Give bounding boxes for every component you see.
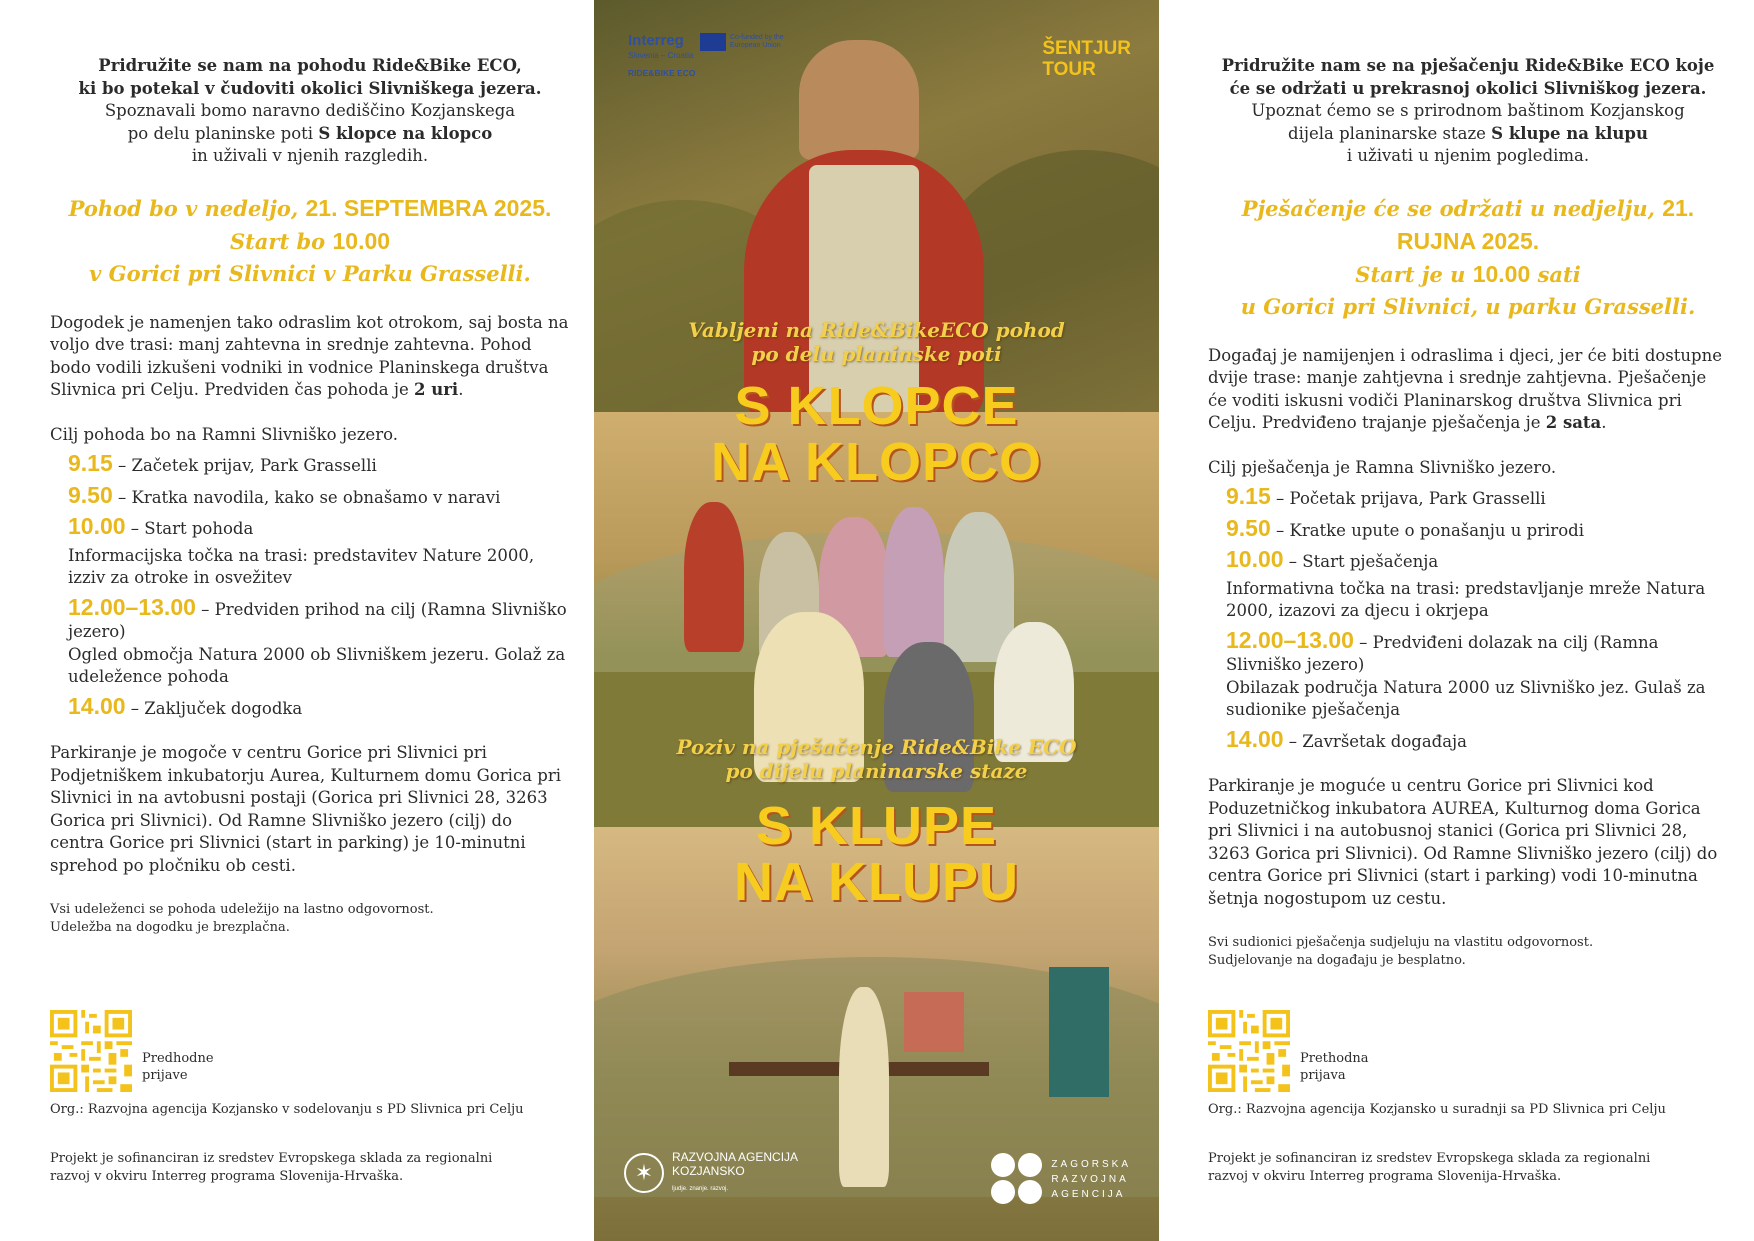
trail-name: S klopce na klopco bbox=[318, 123, 493, 143]
event-date-text: Pohod bo v nedeljo, bbox=[68, 195, 306, 221]
intro-line-1: Upoznat ćemo se s prirodnom baštinom Kozjanskog bbox=[1251, 101, 1685, 120]
event-start bbox=[1208, 258, 1728, 291]
schedule-row bbox=[68, 593, 570, 644]
goal: Cilj pohoda bo na Ramni Slivniško jezero. bbox=[50, 424, 398, 444]
registration bbox=[50, 1010, 214, 1092]
trail-name: S klupe na klupu bbox=[1491, 123, 1648, 143]
intro-line-3: in uživali v njenih razgledih. bbox=[191, 146, 429, 165]
description bbox=[50, 312, 570, 402]
interreg-name: Interreg bbox=[628, 32, 684, 49]
intro-heading-2: će se održati u prekrasnoj okolici Slivniškog jezera. bbox=[1229, 78, 1707, 98]
description-text: Dogodek je namenjen tako odraslim kot otrokom, saj bosta na voljo dve trasi: manj zahtevna in srednje zahtevna. Pohod bodo vodili izkušeni vodniki in vodnice Planinskega društva Slivnica pri Celju. Predviden čas pohoda je bbox=[50, 312, 569, 399]
schedule-text: – Start pohoda bbox=[125, 519, 254, 538]
schedule-row bbox=[1226, 626, 1728, 677]
event-date-value: 21. SEPTEMBRA 2025. bbox=[305, 194, 552, 221]
intro-line-2 bbox=[1208, 123, 1728, 146]
zra-logo-text bbox=[1051, 1157, 1131, 1202]
event-info bbox=[1208, 192, 1728, 323]
towel bbox=[904, 992, 964, 1052]
schedule-text: – Predviden prihod na cilj (Ramna Slivniško jezero) bbox=[68, 599, 567, 641]
schedule-time: 9.50 bbox=[1226, 514, 1271, 541]
disclaimer-responsibility: Svi sudionici pješačenja sudjeluju na vlastitu odgovornost. bbox=[1208, 935, 1594, 950]
event-start-text: Start je u bbox=[1355, 261, 1473, 287]
project-funding-line-2: razvoj v okviru Interreg programa Slovenija-Hrvaška. bbox=[1208, 1169, 1562, 1184]
schedule-row bbox=[1226, 725, 1728, 754]
group-person bbox=[944, 512, 1014, 662]
parking: Parkiranje je mogoče v centru Gorice pri Slivnici pri Podjetniškem inkubatorju Aurea, Kulturnem domu Gorica pri Slivnici in na avtobusni postaji (Gorica pri Slivnici 28, 3263 Gorica pri Slivnici). Od Ramne Slivniško jezero (cilj) do centra Gorice pri Slivnici (start in parking) je 10-minutni sprehod po pločniku ob cesti. bbox=[50, 743, 561, 875]
schedule-time: 9.15 bbox=[68, 450, 113, 476]
description-end: . bbox=[1601, 413, 1607, 432]
event-start-text: Start bo bbox=[229, 228, 333, 254]
disclaimer bbox=[50, 901, 570, 937]
poster-headline-sl-line-1: S KLOPCE bbox=[734, 376, 1019, 436]
sentjur-logo-line-1: ŠENTJUR bbox=[1042, 38, 1131, 59]
eu-cofunded: Co-funded by the European Union bbox=[730, 34, 784, 49]
project-funding-line-1: Projekt je sofinanciran iz sredstev Evropskega sklada za regionalni bbox=[1208, 1151, 1651, 1166]
schedule bbox=[1226, 485, 1728, 753]
intro-heading-1: Pridružite se nam na pohodu Ride&Bike ECO, bbox=[98, 56, 522, 75]
sentjur-logo-line-2: TOUR bbox=[1042, 59, 1096, 80]
schedule-row bbox=[68, 692, 570, 721]
star-icon: ✶ bbox=[624, 1153, 664, 1193]
schedule-row bbox=[1226, 548, 1728, 574]
intro bbox=[1208, 55, 1728, 168]
duration: 2 sata bbox=[1545, 413, 1602, 432]
group-person bbox=[684, 502, 744, 652]
schedule-text: – Predviđeni dolazak na cilj (Ramna Slivniško jezero) bbox=[1226, 632, 1659, 674]
event-location: v Gorici pri Slivnici v Parku Grasselli. bbox=[89, 260, 531, 286]
zra-logo-line-1: ZAGORSKA bbox=[1051, 1158, 1131, 1170]
circles-icon bbox=[991, 1153, 1043, 1205]
info-point: Informacijska točka na trasi: predstavitev Nature 2000, izziv za otroke in osvežitev bbox=[68, 545, 535, 587]
poster-headline-sl bbox=[594, 378, 1159, 490]
registration bbox=[1208, 1010, 1369, 1092]
interreg-project: RIDE&BIKE ECO bbox=[628, 68, 696, 78]
disclaimer-free: Udeležba na dogodku je brezplačna. bbox=[50, 920, 290, 935]
event-date bbox=[1208, 192, 1728, 258]
event-date-value: 21. RUJNA 2025. bbox=[1396, 194, 1695, 254]
intro bbox=[50, 55, 570, 168]
schedule-text: – Početak prijava, Park Grasselli bbox=[1270, 489, 1546, 508]
rak-logo bbox=[624, 1150, 798, 1196]
info-point: Informativna točka na trasi: predstavljanje mreže Natura 2000, izazovi za djecu i okrjepa bbox=[1226, 578, 1706, 620]
left-column-slovenian bbox=[50, 0, 570, 1241]
poster-headline-hr bbox=[594, 798, 1159, 910]
event-location: u Gorici pri Slivnici, u parku Grasselli. bbox=[1240, 293, 1696, 319]
zra-logo-line-2: RAZVOJNA bbox=[1051, 1173, 1129, 1185]
schedule bbox=[68, 452, 570, 720]
event-start-suffix: sati bbox=[1530, 261, 1581, 287]
disclaimer-responsibility: Vsi udeleženci se pohoda udeležijo na lastno odgovornost. bbox=[50, 902, 434, 917]
project-funding-line-2: razvoj v okviru Interreg programa Slovenija-Hrvaška. bbox=[50, 1169, 404, 1184]
poster-invite-hr bbox=[594, 735, 1159, 783]
group-person bbox=[884, 507, 944, 657]
event-info bbox=[50, 192, 570, 290]
event-start bbox=[50, 225, 570, 258]
schedule-text: – Zaključek dogodka bbox=[125, 698, 303, 718]
zra-logo-line-3: AGENCIJA bbox=[1051, 1188, 1126, 1200]
trail-sign bbox=[1049, 967, 1109, 1097]
sentjur-tour-logo bbox=[1042, 38, 1131, 80]
poster bbox=[594, 0, 1159, 1241]
right-column-croatian bbox=[1208, 0, 1728, 1241]
poster-invite-sl-line-1: Vabljeni na Ride&BikeECO pohod bbox=[688, 318, 1065, 342]
qr-label-line-2: prijava bbox=[1300, 1068, 1346, 1083]
hiker-head bbox=[799, 40, 919, 160]
bench-person bbox=[839, 987, 889, 1187]
duration: 2 uri bbox=[414, 380, 459, 399]
project-funding bbox=[50, 1150, 492, 1186]
qr-code-icon[interactable] bbox=[50, 1010, 132, 1092]
interreg-sub: Slovenia – Croatia bbox=[628, 51, 694, 60]
intro-heading-1: Pridružite nam se na pješačenju Ride&Bike ECO koje bbox=[1221, 56, 1715, 75]
intro-line-3: i uživati u njenim pogledima. bbox=[1346, 146, 1590, 165]
disclaimer bbox=[1208, 934, 1728, 970]
schedule-text: – Start pješačenja bbox=[1283, 552, 1439, 571]
schedule-time: 12.00–13.00 bbox=[68, 593, 196, 620]
poster-headline-sl-line-2: NA KLOPCO bbox=[711, 432, 1042, 492]
disclaimer-free: Sudjelovanje na događaju je besplatno. bbox=[1208, 953, 1466, 968]
poster-headline-hr-line-2: NA KLUPU bbox=[734, 852, 1019, 912]
qr-label bbox=[142, 1050, 214, 1084]
intro-line-2-text: po delu planinske poti bbox=[127, 123, 319, 143]
poster-invite-sl-line-2: po delu planinske poti bbox=[751, 342, 1002, 366]
qr-code-icon[interactable] bbox=[1208, 1010, 1290, 1092]
poster-invite-hr-line-1: Poziv na pješačenje Ride&Bike ECO bbox=[676, 735, 1077, 759]
event-date-text: Pješačenje će se održati u nedjelju, bbox=[1241, 195, 1663, 221]
schedule-row bbox=[68, 515, 570, 541]
schedule-time: 10.00 bbox=[1226, 546, 1284, 572]
organizer: Org.: Razvojna agencija Kozjansko v sodelovanju s PD Slivnica pri Celju bbox=[50, 1102, 524, 1117]
schedule-time: 9.15 bbox=[1226, 483, 1271, 509]
schedule-text: – Začetek prijav, Park Grasselli bbox=[112, 456, 377, 475]
rak-tagline: ljudje. znanje. razvoj. bbox=[672, 1186, 729, 1192]
qr-label-line-1: Predhodne bbox=[142, 1051, 214, 1066]
organizer: Org.: Razvojna agencija Kozjansko u suradnji sa PD Slivnica pri Celju bbox=[1208, 1102, 1666, 1117]
qr-label-line-2: prijave bbox=[142, 1068, 188, 1083]
project-funding bbox=[1208, 1150, 1650, 1186]
eu-flag-icon bbox=[700, 33, 726, 51]
schedule-time: 9.50 bbox=[68, 481, 113, 508]
poster-invite-hr-line-2: po dijelu planinarske staze bbox=[725, 759, 1028, 783]
schedule-time: 14.00 bbox=[68, 692, 126, 719]
event-start-time: 10.00 bbox=[332, 227, 391, 254]
schedule-row bbox=[1226, 485, 1728, 511]
schedule-row bbox=[1226, 514, 1728, 543]
schedule-row bbox=[68, 452, 570, 478]
parking: Parkiranje je moguće u centru Gorice pri Slivnici kod Poduzetničkog inkubatora AUREA, Kulturnog doma Gorica pri Slivnici i na autobusnoj stanici (Gorica pri Slivnici 28, 3263 Gorica pri Slivnici). Od Ramne Slivniško jezero (cilj) do centra Gorice pri Slivnici (start i parking) vodi 10-minutna šetnja nogostupom uz cestu. bbox=[1208, 776, 1718, 908]
poster-headline-hr-line-1: S KLUPE bbox=[755, 796, 998, 856]
after-arrival: Ogled območja Natura 2000 ob Slivniškem jezeru. Golaž za udeležence pohoda bbox=[68, 644, 566, 686]
event-start-time: 10.00 bbox=[1472, 260, 1531, 287]
intro-line-2-text: dijela planinarske staze bbox=[1288, 123, 1492, 143]
intro-line-2 bbox=[50, 123, 570, 146]
rak-logo-line-2: KOZJANSKO bbox=[672, 1164, 745, 1178]
project-funding-line-1: Projekt je sofinanciran iz sredstev Evropskega sklada za regionalni bbox=[50, 1151, 493, 1166]
event-date bbox=[50, 192, 570, 225]
goal: Cilj pješačenja je Ramna Slivniško jezero. bbox=[1208, 457, 1557, 477]
description-end: . bbox=[458, 380, 464, 399]
qr-label bbox=[1300, 1050, 1369, 1084]
schedule-time: 14.00 bbox=[1226, 725, 1284, 752]
interreg-logo bbox=[628, 32, 696, 78]
intro-heading-2: ki bo potekal v čudoviti okolici Slivniškega jezera. bbox=[78, 78, 542, 98]
schedule-time: 10.00 bbox=[68, 513, 126, 539]
after-arrival: Obilazak područja Natura 2000 uz Slivniško jez. Gulaš za sudionike pješačenja bbox=[1226, 677, 1706, 719]
intro-line-1: Spoznavali bomo naravno dediščino Kozjanskega bbox=[104, 101, 516, 120]
schedule-text: – Kratke upute o ponašanju u prirodi bbox=[1270, 520, 1584, 540]
schedule-text: – Kratka navodila, kako se obnašamo v naravi bbox=[112, 487, 501, 507]
description-text: Događaj je namijenjen i odraslima i djeci, jer će biti dostupne dvije trase: manje zahtjevna i srednje zahtjevna. Pješačenje će voditi iskusni vodiči Planinarskog društva Slivnica pri Celju. Predviđeno trajanje pješačenja je bbox=[1208, 345, 1722, 432]
zra-logo bbox=[991, 1153, 1131, 1205]
poster-invite-sl bbox=[594, 318, 1159, 366]
schedule-row bbox=[68, 481, 570, 510]
description bbox=[1208, 345, 1728, 435]
schedule-text: – Završetak događaja bbox=[1283, 731, 1468, 751]
qr-label-line-1: Prethodna bbox=[1300, 1051, 1369, 1066]
rak-logo-line-1: RAZVOJNA AGENCIJA bbox=[672, 1150, 799, 1164]
rak-logo-text bbox=[672, 1150, 798, 1196]
schedule-time: 12.00–13.00 bbox=[1226, 626, 1354, 653]
